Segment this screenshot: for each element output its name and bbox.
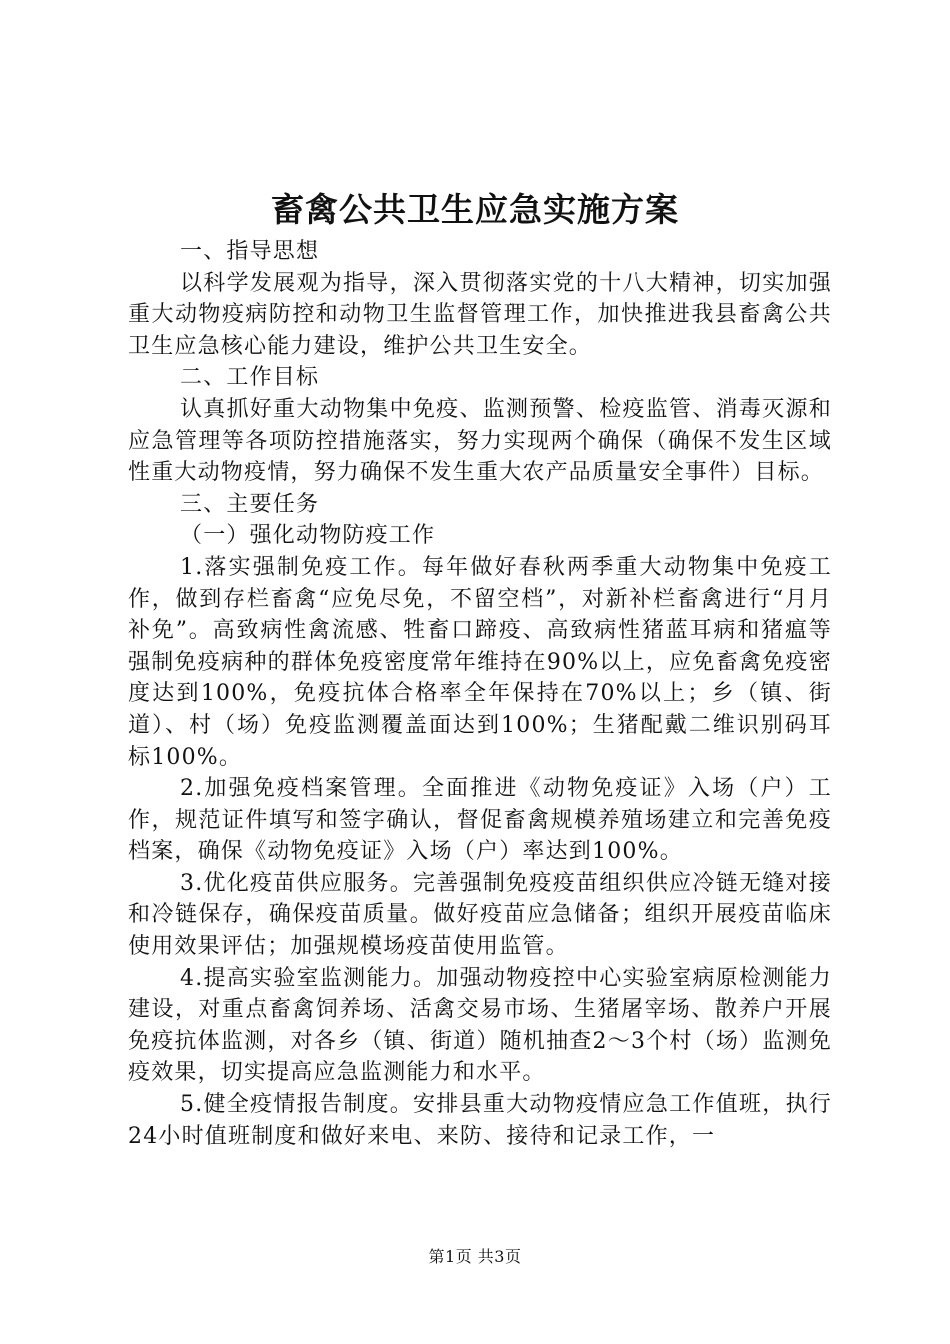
section-heading: 三、主要任务 bbox=[180, 491, 320, 517]
paragraph: 1.落实强制免疫工作。每年做好春秋两季重大动物集中免疫工作，做到存栏畜禽“应免尽免，不留空档”，对新补栏畜禽进行“月月补免”。高致病性禽流感、牲畜口蹄疫、高致病性猪蓝耳病和猪瘟等强制免疫病种的群体免疫密度常年维持在90%以上，应免畜禽免疫密度达到100%，免疫抗体合格率全年保持在70%以上；乡（镇、街道）、村（场）免疫监测覆盖面达到100%；生猪配戴二维识别码耳标100%。 bbox=[128, 554, 832, 770]
document-title: 畜禽公共卫生应急实施方案 bbox=[271, 190, 679, 229]
paragraph: 5.健全疫情报告制度。安排县重大动物疫情应急工作值班，执行24小时值班制度和做好来电、来防、接待和记录工作，一 bbox=[128, 1092, 832, 1149]
section-heading: 一、指导思想 bbox=[180, 239, 320, 264]
document-body bbox=[128, 236, 832, 1152]
paragraph: 4.提高实验室监测能力。加强动物疫控中心实验室病原检测能力建设，对重点畜禽饲养场、活禽交易市场、生猪屠宰场、散养户开展免疫抗体监测，对各乡（镇、街道）随机抽查2～3个村（场）监测免疫效果，切实提高应急监测能力和水平。 bbox=[128, 965, 832, 1086]
paragraph: 认真抓好重大动物集中免疫、监测预警、检疫监管、消毒灭源和应急管理等各项防控措施落实，努力实现两个确保（确保不发生区域性重大动物疫情，努力确保不发生重大农产品质量安全事件）目标。 bbox=[128, 396, 832, 486]
subsection-heading: （一）强化动物防疫工作 bbox=[180, 523, 436, 549]
section-heading: 二、工作目标 bbox=[180, 365, 320, 391]
paragraph: 2.加强免疫档案管理。全面推进《动物免疫证》入场（户）工作，规范证件填写和签字确认，督促畜禽规模养殖场建立和完善免疫档案，确保《动物免疫证》入场（户）率达到100%。 bbox=[128, 776, 832, 865]
paragraph: 以科学发展观为指导，深入贯彻落实党的十八大精神，切实加强重大动物疫病防控和动物卫生监督管理工作，加快推进我县畜禽公共卫生应急核心能力建设，维护公共卫生安全。 bbox=[128, 270, 832, 359]
paragraph: 3.优化疫苗供应服务。完善强制免疫疫苗组织供应冷链无缝对接和冷链保存，确保疫苗质量。做好疫苗应急储备；组织开展疫苗临床使用效果评估；加强规模场疫苗使用监管。 bbox=[128, 870, 832, 960]
page-footer: 第1页 共3页 bbox=[428, 1247, 522, 1266]
